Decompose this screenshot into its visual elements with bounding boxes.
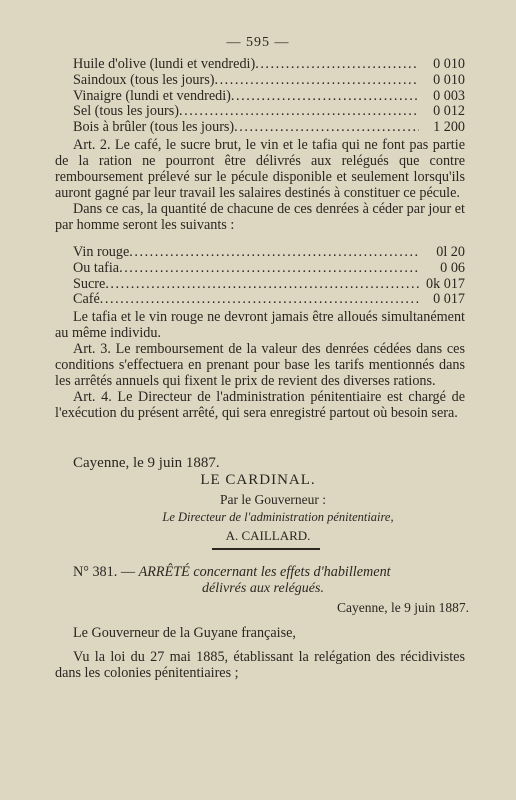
tafia-note: Le tafia et le vin rouge ne devront jamais être alloués simultanément au même individu.: [55, 309, 465, 341]
ration-list-1: [73, 57, 465, 136]
gouverneur-line: [55, 625, 465, 641]
article-2: [55, 137, 465, 233]
art3-text: Art. 3. Le remboursement de la valeur des denrées cédées dans ces conditions s'effectuera en prenant pour base les tarifs mentionnés dans les arrêtés annuels qui fixent le prix de revient des diverses rations.: [55, 341, 465, 389]
decree-heading: [55, 564, 465, 580]
ration-row: Huile d'olive (lundi et vendredi) . . . 0 010: [73, 57, 465, 73]
ration-row: Saindoux (tous les jours) . . . 0 010: [73, 73, 465, 89]
ration-row: Sucre . . . 0k 017: [73, 277, 465, 293]
page-number: — 595 —: [226, 35, 290, 50]
decree-date: Cayenne, le 9 juin 1887.: [337, 600, 469, 615]
directeur-title: Le Directeur de l'administration pénitentiaire,: [162, 510, 394, 524]
signatory: LE CARDINAL.: [200, 472, 316, 488]
ration-row: Sel (tous les jours) . . . 0 012: [73, 104, 465, 120]
vu-text: Vu la loi du 27 mai 1885, établissant la relégation des récidivistes dans les colonies pénitentiaires ;: [55, 649, 465, 681]
date-place-block: [55, 455, 465, 471]
ration-row: Bois à brûler (tous les jours) . . . 1 200: [73, 120, 465, 136]
decree-number: N° 381. —: [73, 564, 136, 580]
art2b-text: Dans ce cas, la quantité de chacune de ces denrées à céder par jour et par homme seront les suivants :: [55, 201, 465, 233]
section-divider: [212, 548, 320, 550]
articles-3-4: [55, 309, 465, 421]
ration-row: Vin rouge . . . 0l 20: [73, 245, 465, 261]
ration-row: Ou tafia . . . 0 06: [73, 261, 465, 277]
art2-text: Art. 2. Le café, le sucre brut, le vin et le tafia qui ne font pas partie de la ration ne pourront être délivrés aux relégués que contre remboursement prélevé sur le pécule disponible et seulement lorsqu'ils auront gagné par leur travail les salaires destinés à constituer ce pécule.: [55, 137, 465, 201]
decree-title-line-1: ARRÊTÉ concernant les effets d'habillement: [138, 564, 391, 580]
par-le-gouverneur: Par le Gouverneur :: [219, 492, 327, 507]
ration-list-2: [73, 245, 465, 308]
ration-row: Vinaigre (lundi et vendredi) . . . 0 003: [73, 89, 465, 105]
gouverneur-text: Le Gouverneur de la Guyane française,: [73, 625, 296, 641]
ration-row: Café . . . 0 017: [73, 292, 465, 308]
vu-paragraph: [55, 649, 465, 681]
art4-text: Art. 4. Le Directeur de l'administration pénitentiaire est chargé de l'exécution du présent arrêté, qui sera enregistré partout où besoin sera.: [55, 389, 465, 421]
decree-title-line-2: délivrés aux relégués.: [202, 581, 324, 596]
signature-caillard: A. CAILLARD.: [225, 528, 311, 543]
date-place: Cayenne, le 9 juin 1887.: [73, 455, 220, 471]
